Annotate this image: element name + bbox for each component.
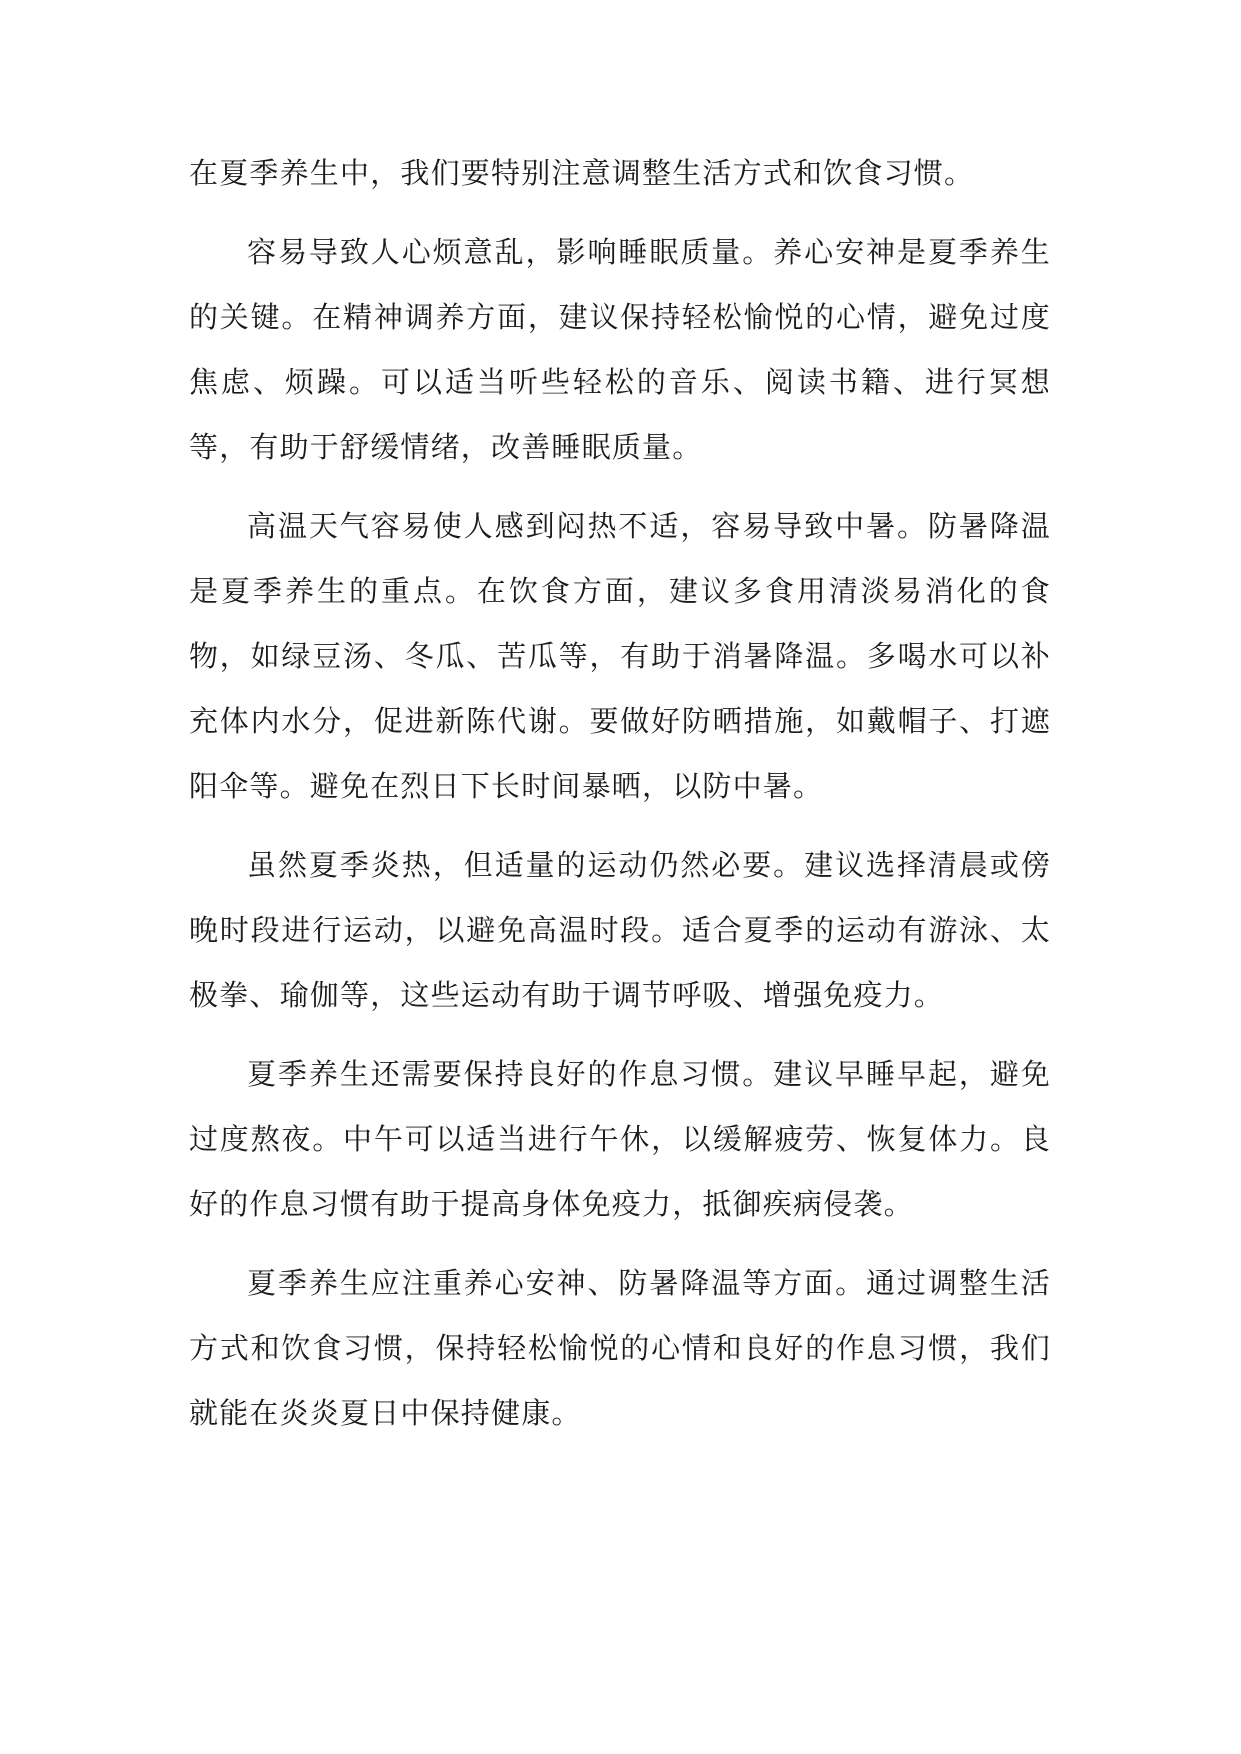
paragraph-calm-mind: 容易导致人心烦意乱，影响睡眠质量。养心安神是夏季养生的关键。在精神调养方面，建议保持轻松愉悦的心情，避免过度焦虑、烦躁。可以适当听些轻松的音乐、阅读书籍、进行冥想等，有助于舒缓情绪，改善睡眠质量。 bbox=[189, 235, 1051, 464]
paragraph-exercise: 虽然夏季炎热，但适量的运动仍然必要。建议选择清晨或傍晚时段进行运动，以避免高温时段。适合夏季的运动有游泳、太极拳、瑜伽等，这些运动有助于调节呼吸、增强免疫力。 bbox=[189, 848, 1051, 1012]
body-text bbox=[189, 141, 1051, 1460]
paragraph-conclusion: 夏季养生应注重养心安神、防暑降温等方面。通过调整生活方式和饮食习惯，保持轻松愉悦的心情和良好的作息习惯，我们就能在炎炎夏日中保持健康。 bbox=[189, 1266, 1051, 1430]
paragraph-intro: 在夏季养生中，我们要特别注意调整生活方式和饮食习惯。 bbox=[189, 156, 975, 190]
paragraph-sleep-routine: 夏季养生还需要保持良好的作息习惯。建议早睡早起，避免过度熬夜。中午可以适当进行午休，以缓解疲劳、恢复体力。良好的作息习惯有助于提高身体免疫力，抵御疾病侵袭。 bbox=[189, 1057, 1051, 1221]
paragraph-heat-prevention: 高温天气容易使人感到闷热不适，容易导致中暑。防暑降温是夏季养生的重点。在饮食方面，建议多食用清淡易消化的食物，如绿豆汤、冬瓜、苦瓜等，有助于消暑降温。多喝水可以补充体内水分，促进新陈代谢。要做好防晒措施，如戴帽子、打遮阳伞等。避免在烈日下长时间暴晒，以防中暑。 bbox=[189, 509, 1051, 803]
